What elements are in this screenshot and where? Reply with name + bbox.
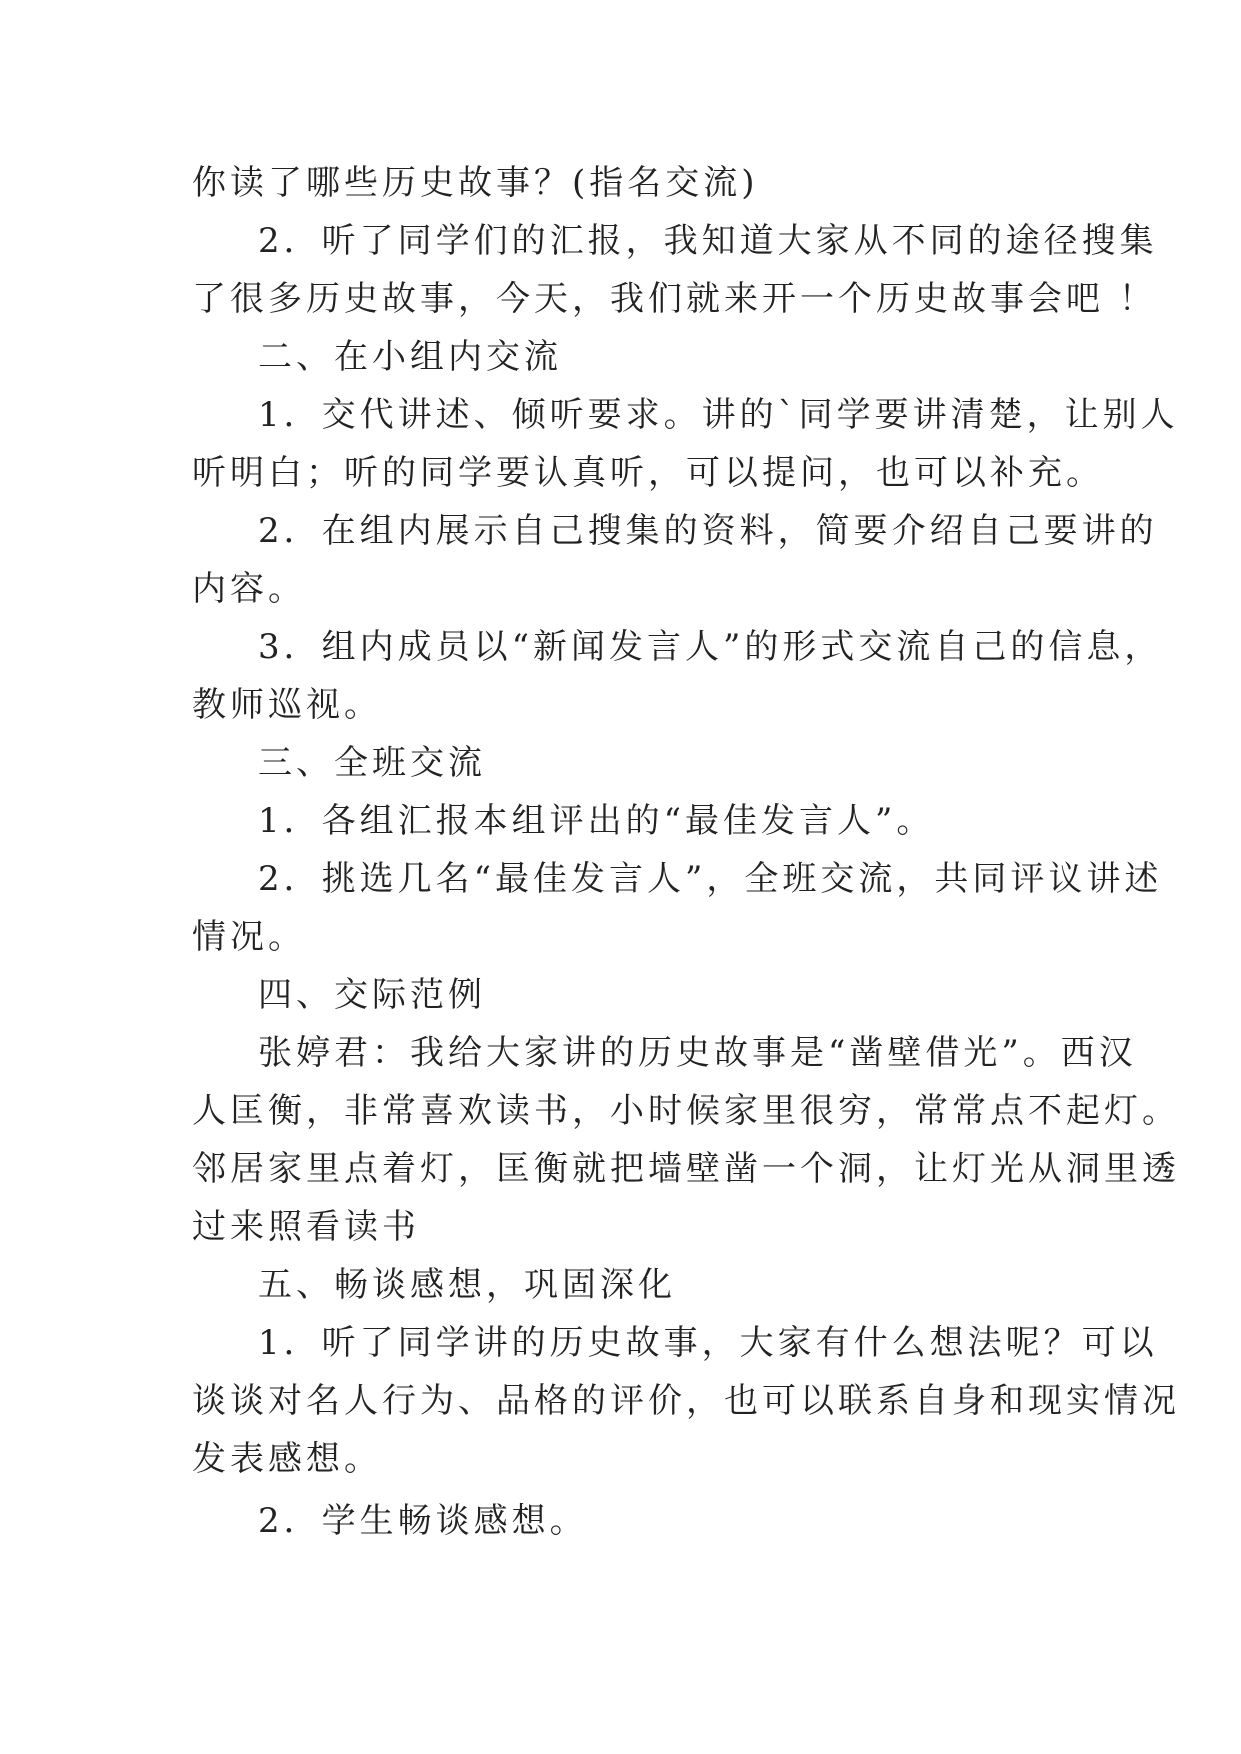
text-line: 教师巡视。 xyxy=(192,685,382,725)
text-line: 1．各组汇报本组评出的“最佳发言人”。 xyxy=(258,801,935,841)
text-line: 2．听了同学们的汇报，我知道大家从不同的途径搜集 xyxy=(258,221,1158,261)
text-line: 发表感想。 xyxy=(192,1439,382,1479)
text-line: 1．听了同学讲的历史故事，大家有什么想法呢？可以 xyxy=(258,1323,1158,1363)
text-line: 人匡衡，非常喜欢读书，小时候家里很穷，常常点不起灯。 xyxy=(192,1091,1180,1131)
section-heading: 四、交际范例 xyxy=(258,975,486,1015)
text-line: 内容。 xyxy=(192,569,306,609)
text-line: 情况。 xyxy=(192,917,306,957)
text-line: 了很多历史故事，今天，我们就来开一个历史故事会吧 ！ xyxy=(192,279,1157,319)
text-line: 邻居家里点着灯，匡衡就把墙壁凿一个洞，让灯光从洞里透 xyxy=(192,1149,1180,1189)
section-heading: 二、在小组内交流 xyxy=(258,337,562,377)
section-heading: 三、全班交流 xyxy=(258,743,486,783)
document-body xyxy=(192,154,1180,1554)
text-line: 听明白；听的同学要认真听，可以提问，也可以补充。 xyxy=(192,453,1104,493)
text-line: 2．学生畅谈感想。 xyxy=(258,1501,588,1541)
text-line: 2．在组内展示自己搜集的资料，简要介绍自己要讲的 xyxy=(258,511,1158,551)
text-line: 2．挑选几名“最佳发言人”，全班交流，共同评议讲述 xyxy=(258,859,1163,899)
section-heading: 五、畅谈感想，巩固深化 xyxy=(258,1265,676,1305)
text-line: 你读了哪些历史故事？(指名交流) xyxy=(192,163,759,203)
text-line: 张婷君：我给大家讲的历史故事是“凿壁借光”。西汉 xyxy=(258,1033,1137,1073)
text-line: 过来照看读书 xyxy=(192,1207,420,1247)
text-line: 1．交代讲述、倾听要求。讲的`同学要讲清楚，让别人 xyxy=(258,395,1179,435)
text-line: 谈谈对名人行为、品格的评价，也可以联系自身和现实情况 xyxy=(192,1381,1180,1421)
text-line: 3．组内成员以“新闻发言人”的形式交流自己的信息， xyxy=(258,627,1163,667)
